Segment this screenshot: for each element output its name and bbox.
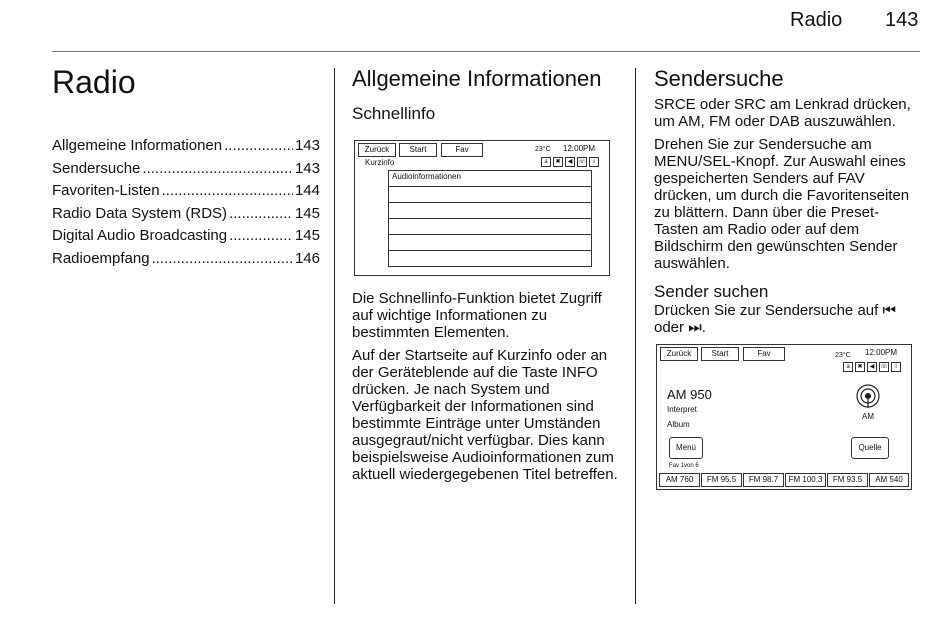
toc-entry-page: 144 [294, 182, 320, 199]
toc-entry-title: Digital Audio Broadcasting [52, 227, 228, 244]
general-info-column [352, 66, 620, 489]
toc-entry[interactable] [52, 135, 320, 158]
subsection-heading: Schnellinfo [352, 104, 436, 123]
figure-radio-screen [654, 344, 922, 494]
toc-entry-page: 145 [294, 204, 320, 222]
toc-entry-page: 143 [294, 159, 320, 177]
preset-button[interactable]: FM 93.5 [827, 473, 868, 487]
toc-entry-page: 145 [294, 227, 320, 244]
paragraph: Auf der Startseite auf Kurzinfo oder an der Geräteblende auf die Taste INFO drücken. Je nach System und Verfügbarkeit der Informationen sind bestimmte Einträge unter Umständen ausgegraut/nicht verfügbar. Dies kann beispielsweise Audioinformationen zum aktuell wiedergegebenen Titel betreffen. [352, 347, 618, 483]
chapter-title: Radio [52, 64, 136, 100]
speaker-icon: ◀ [565, 157, 575, 167]
back-button[interactable]: Zurück [358, 143, 396, 157]
phone-icon: ☏ [880, 364, 888, 370]
interpret-label: Interpret [667, 405, 697, 414]
temperature: 23°C [535, 146, 551, 153]
status-icon-a: a [541, 157, 551, 167]
list-item[interactable] [389, 251, 591, 266]
phone-icon: ☏ [578, 159, 586, 165]
toc-entry[interactable] [52, 225, 320, 248]
station-search-column [654, 66, 922, 494]
toc-entry-page: 146 [294, 249, 320, 267]
quickinfo-list [388, 170, 592, 267]
toc-entry-title: Radioempfang [52, 249, 150, 267]
toc-entry[interactable] [52, 248, 320, 271]
temperature: 23°C [835, 352, 851, 359]
section-heading: Sendersuche [654, 66, 784, 91]
toc-entry-title: Sendersuche [52, 159, 141, 177]
paragraph: Die Schnellinfo-Funktion bietet Zugriff auf wichtige Informationen zu bestimmten Elementen. [352, 290, 602, 341]
quickinfo-label: Kurzinfo [365, 158, 395, 167]
toc-entry-page: 143 [294, 137, 320, 154]
key-src: SRC [734, 96, 766, 113]
toc-entry[interactable] [52, 180, 320, 203]
album-label: Album [667, 420, 690, 429]
toc-entry-title: Radio Data System (RDS) [52, 204, 228, 222]
preset-button[interactable]: FM 100.3 [785, 473, 826, 487]
header-rule [52, 51, 920, 52]
key-info: INFO [561, 364, 598, 381]
paragraph: Drücken Sie zur Sendersuche auf ⏮ oder ⏭. [654, 302, 896, 336]
key-menu-sel: MENU/SEL [654, 153, 731, 170]
band-label: AM [862, 412, 874, 421]
mute-icon: ✖ [553, 157, 563, 167]
toc-entry-title: Favoriten-Listen [52, 182, 160, 199]
subsection-heading: Sender suchen [654, 282, 769, 301]
header-page-number: 143 [885, 9, 919, 31]
paragraph: Drehen Sie zur Sendersuche am MENU/SEL-Knopf. Zur Auswahl eines gespeicherten Senders auf FAV drücken, um durch die Favoritenseiten zu blättern. Dann über die Preset-Tasten am Radio oder auf dem Bildschirm den gewünschten Sender auswählen. [654, 136, 910, 272]
fav-button[interactable]: Fav [441, 143, 483, 157]
toc-entry[interactable] [52, 203, 320, 226]
list-item[interactable] [389, 203, 591, 219]
speaker-icon: ◀ [867, 362, 877, 372]
fav-button[interactable]: Fav [743, 347, 785, 361]
seek-forward-icon: ⏭ [688, 319, 702, 336]
key-kurzinfo: Kurzinfo [497, 347, 553, 364]
preset-button[interactable]: AM 540 [869, 473, 909, 487]
chapter-column [52, 60, 320, 270]
mute-icon: ✖ [855, 362, 865, 372]
preset-button[interactable]: FM 95.5 [701, 473, 742, 487]
start-button[interactable]: Start [701, 347, 739, 361]
key-fav: FAV [837, 170, 865, 187]
seek-back-icon: ⏮ [882, 302, 896, 319]
clock: 12:00PM [865, 348, 898, 357]
column-divider [334, 68, 335, 604]
quickinfo-screen [354, 140, 610, 276]
station-name: AM 950 [667, 387, 712, 402]
column-divider [635, 68, 636, 604]
fav-page-indicator: Fav 1von 6 [669, 463, 699, 469]
header-section-title: Radio [790, 9, 843, 31]
info-icon: i [891, 362, 901, 372]
list-item[interactable]: Audioinformationen [389, 171, 591, 187]
list-item[interactable] [389, 187, 591, 203]
radio-antenna-icon [855, 383, 881, 409]
section-heading: Allgemeine Informationen [352, 66, 602, 91]
start-button[interactable]: Start [399, 143, 437, 157]
source-button[interactable]: Quelle [851, 437, 889, 459]
preset-button[interactable]: FM 98.7 [743, 473, 784, 487]
toc-entry[interactable] [52, 158, 320, 181]
menu-button[interactable]: Menü [669, 437, 703, 459]
radio-screen [656, 344, 912, 490]
list-item[interactable] [389, 219, 591, 235]
clock: 12:00PM [563, 144, 596, 153]
list-item[interactable] [389, 235, 591, 251]
paragraph: SRCE oder SRC am Lenkrad drücken, um AM, FM oder DAB auszuwählen. [654, 96, 911, 130]
back-button[interactable]: Zurück [660, 347, 698, 361]
key-srce: SRCE [654, 96, 696, 113]
info-icon: i [589, 157, 599, 167]
preset-button[interactable]: AM 760 [659, 473, 700, 487]
figure-quickinfo [352, 130, 620, 290]
status-icon-a: a [843, 362, 853, 372]
toc-entry-title: Allgemeine Informationen [52, 137, 223, 154]
table-of-contents [52, 135, 320, 270]
